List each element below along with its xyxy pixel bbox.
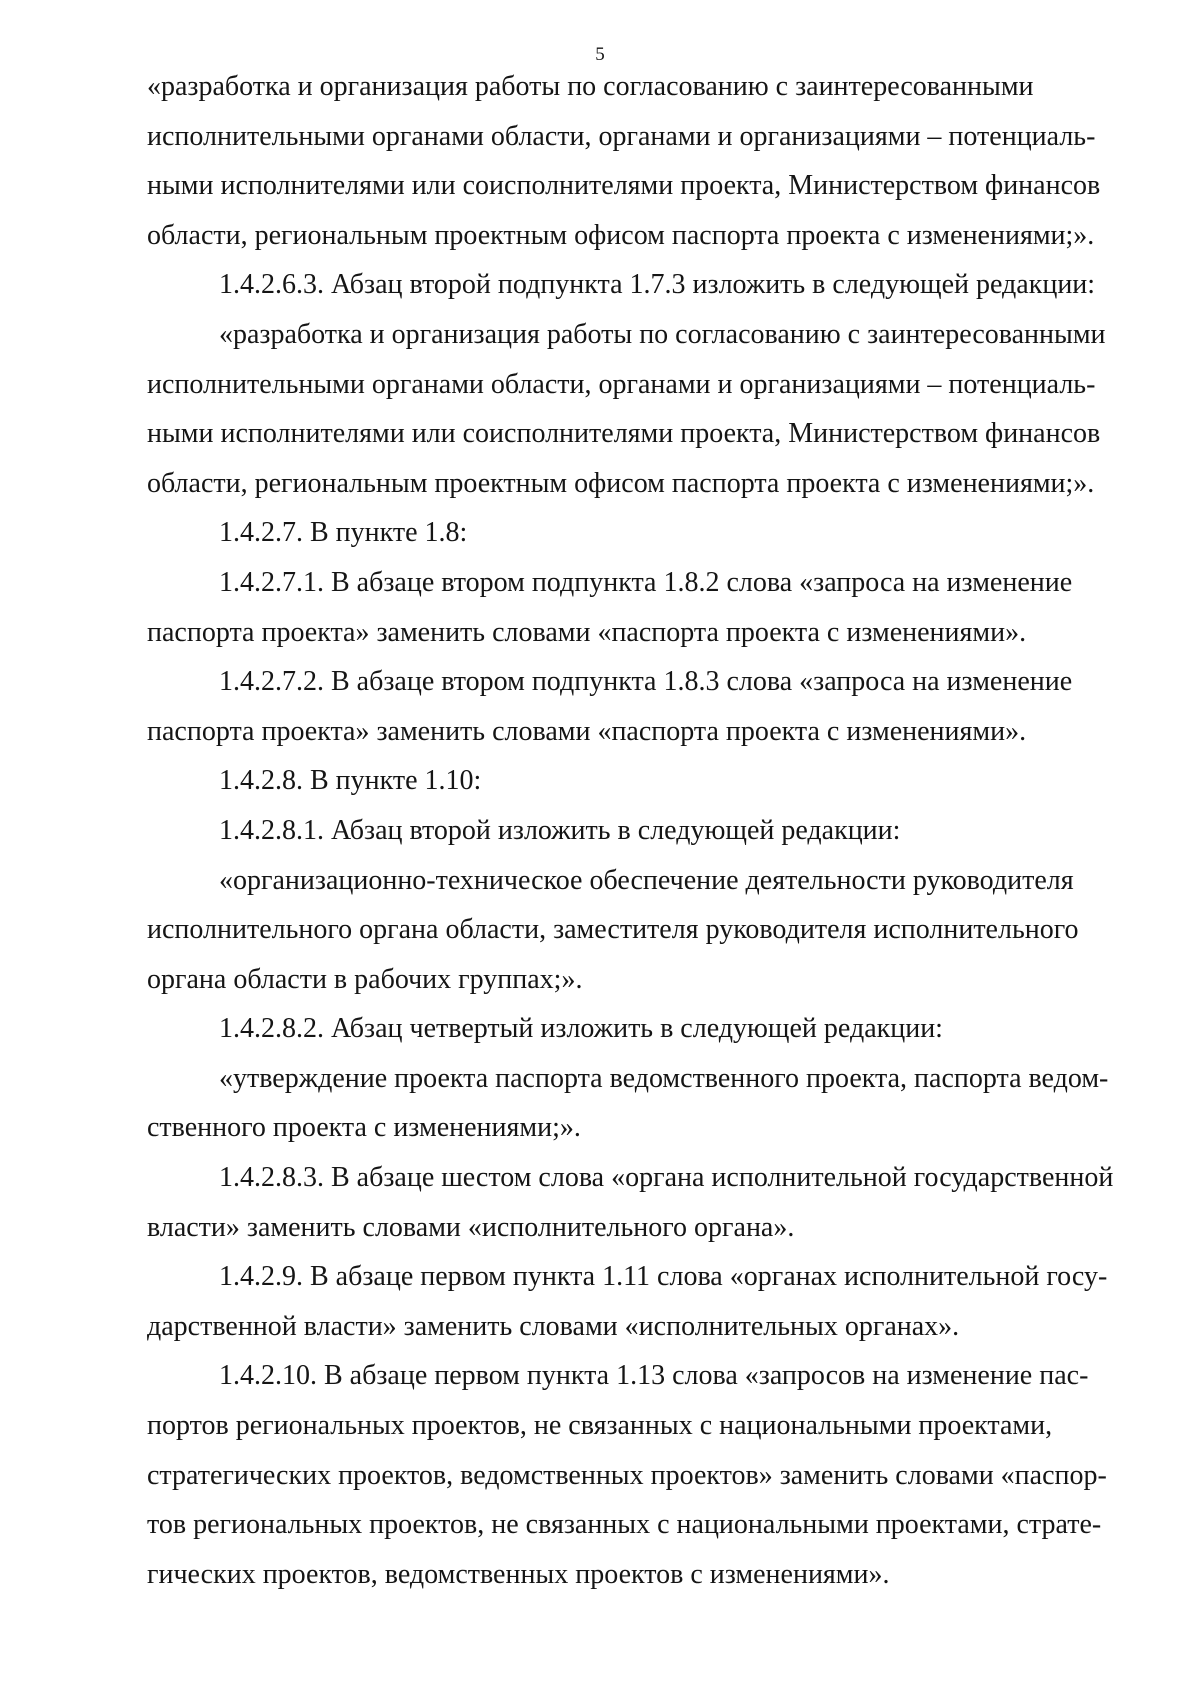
document-body — [147, 62, 1145, 1599]
paragraph-1-4-2-6-3 — [147, 260, 1145, 310]
paragraph-1-4-2-8-3 — [147, 1153, 1145, 1252]
text-line: паспорта проекта» заменить словами «паспорта проекта с изменениями». — [147, 715, 1027, 747]
paragraph-1-4-2-9 — [147, 1252, 1145, 1351]
paragraph-1-4-2-8 — [147, 756, 1145, 806]
paragraph-quoted-approval — [147, 1054, 1145, 1153]
page-number: 5 — [595, 44, 605, 65]
paragraph-1-4-2-7 — [147, 508, 1145, 558]
text-line: 1.4.2.7.2. В абзаце втором подпункта 1.8.3 слова «запроса на изменение — [219, 666, 1073, 698]
text-line: ными исполнителями или соисполнителями проекта, Министерством финансов — [147, 418, 1101, 450]
text-line: «разработка и организация работы по согласованию с заинтересованными — [219, 318, 1106, 350]
paragraph-1-4-2-8-2 — [147, 1004, 1145, 1054]
text-line: 1.4.2.8.3. В абзаце шестом слова «органа исполнительной государственной — [219, 1162, 1114, 1194]
text-line: 1.4.2.7. В пункте 1.8: — [219, 517, 468, 549]
text-line: стратегических проектов, ведомственных проектов» заменить словами «паспор- — [147, 1459, 1107, 1491]
text-line: области, региональным проектным офисом паспорта проекта с изменениями;». — [147, 467, 1095, 499]
text-line: дарственной власти» заменить словами «исполнительных органах». — [147, 1310, 960, 1342]
text-line: 1.4.2.9. В абзаце первом пункта 1.11 слова «органах исполнительной госу- — [219, 1261, 1108, 1293]
text-line: «разработка и организация работы по согласованию с заинтересованными — [147, 71, 1034, 102]
text-line: области, региональным проектным офисом паспорта проекта с изменениями;». — [147, 219, 1095, 251]
text-line: 1.4.2.8.1. Абзац второй изложить в следующей редакции: — [219, 814, 901, 846]
text-line: ными исполнителями или соисполнителями проекта, Министерством финансов — [147, 170, 1101, 202]
paragraph-quoted-development-organization-2 — [147, 310, 1145, 508]
text-line: «утверждение проекта паспорта ведомственного проекта, паспорта ведом- — [219, 1062, 1109, 1094]
text-line: 1.4.2.6.3. Абзац второй подпункта 1.7.3 изложить в следующей редакции: — [219, 269, 1096, 301]
text-line: 1.4.2.8.2. Абзац четвертый изложить в следующей редакции: — [219, 1013, 943, 1045]
text-line: гических проектов, ведомственных проектов с изменениями». — [147, 1558, 890, 1590]
text-line: портов региональных проектов, не связанных с национальными проектами, — [147, 1410, 1053, 1442]
paragraph-1-4-2-7-1 — [147, 558, 1145, 657]
text-line: исполнительного органа области, заместителя руководителя исполнительного — [147, 914, 1079, 946]
text-line: власти» заменить словами «исполнительного органа». — [147, 1211, 795, 1243]
text-line: 1.4.2.8. В пункте 1.10: — [219, 765, 482, 797]
text-line: 1.4.2.10. В абзаце первом пункта 1.13 слова «запросов на изменение пас- — [219, 1360, 1089, 1392]
text-line: паспорта проекта» заменить словами «паспорта проекта с изменениями». — [147, 616, 1027, 648]
text-line: органа области в рабочих группах;». — [147, 963, 583, 995]
paragraph-1-4-2-7-2 — [147, 657, 1145, 756]
text-line: исполнительными органами области, органами и организациями – потенциаль- — [147, 120, 1096, 152]
paragraph-quoted-development-organization — [147, 62, 1145, 260]
text-line: исполнительными органами области, органами и организациями – потенциаль- — [147, 368, 1096, 400]
paragraph-quoted-organizational-support — [147, 856, 1145, 1005]
paragraph-1-4-2-10 — [147, 1351, 1145, 1599]
text-line: ственного проекта с изменениями;». — [147, 1112, 581, 1144]
text-line: 1.4.2.7.1. В абзаце втором подпункта 1.8.2 слова «запроса на изменение — [219, 566, 1073, 598]
text-line: «организационно-техническое обеспечение деятельности руководителя — [219, 864, 1074, 896]
text-line: тов региональных проектов, не связанных с национальными проектами, страте- — [147, 1509, 1102, 1541]
paragraph-1-4-2-8-1 — [147, 806, 1145, 856]
